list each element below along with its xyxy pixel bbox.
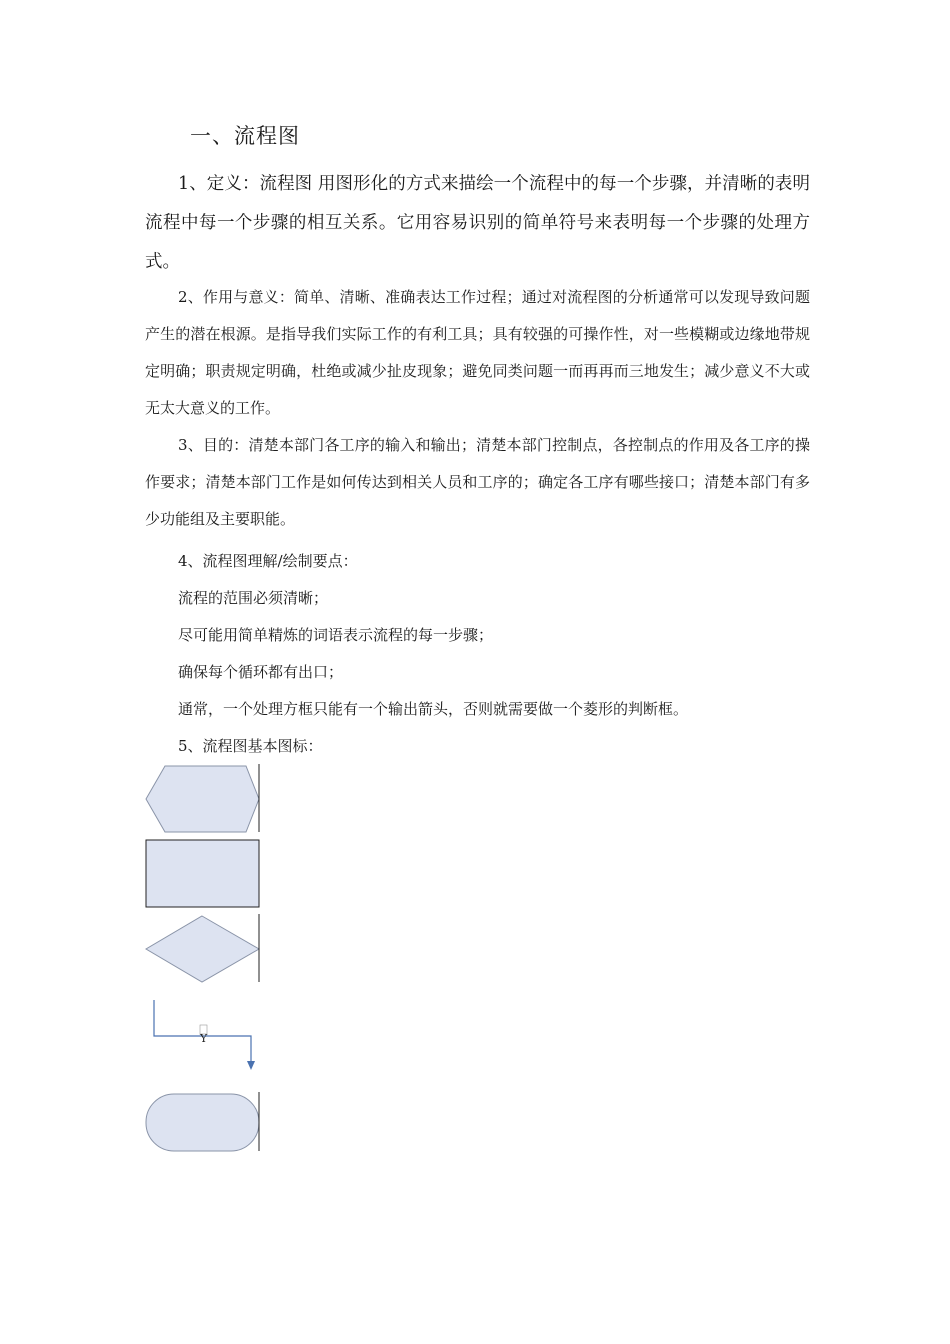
key-points-title: 4、流程图理解/绘制要点： [178,552,358,570]
key-point-item: 流程的范围必须清晰； [178,589,329,607]
rounded-terminal-shape [146,1092,259,1151]
connector-yes-label: Y [200,1032,208,1045]
rectangle-shape [146,840,259,907]
key-point-item: 尽可能用简单精炼的词语表示流程的每一步骤； [178,626,494,644]
definition-paragraph: 1、定义：流程图 用图形化的方式来描绘一个流程中的每一个步骤，并清晰的表明流程中每一个步骤的相互关系。它用容易识别的简单符号来表明每一个步骤的处理方式。 [145,174,810,272]
section-heading: 一、流程图 [190,124,300,148]
hexagon-shape [146,764,259,832]
elbow-connector-arrow [154,1000,255,1070]
key-point-item: 确保每个循环都有出口； [178,663,344,681]
goal-paragraph: 3、目的：清楚本部门各工序的输入和输出；清楚本部门控制点，各控制点的作用及各工序的操作要求；清楚本部门工作是如何传达到相关人员和工序的；确定各工序有哪些接口；清楚本部门有多少功能组及主要职能。 [145,436,810,528]
purpose-paragraph: 2、作用与意义：简单、清晰、准确表达工作过程；通过对流程图的分析通常可以发现导致问题产生的潜在根源。是指导我们实际工作的有利工具；具有较强的可操作性，对一些模糊或边缘地带规定明确；职责规定明确，杜绝或减少扯皮现象；避免同类问题一而再再而三地发生；减少意义不大或无太大意义的工作。 [145,288,810,417]
key-point-item: 通常，一个处理方框只能有一个输出箭头，否则就需要做一个菱形的判断框。 [178,700,689,718]
icons-title: 5、流程图基本图标： [178,737,323,755]
flowchart-symbols [140,760,275,1160]
diamond-shape [146,914,259,982]
